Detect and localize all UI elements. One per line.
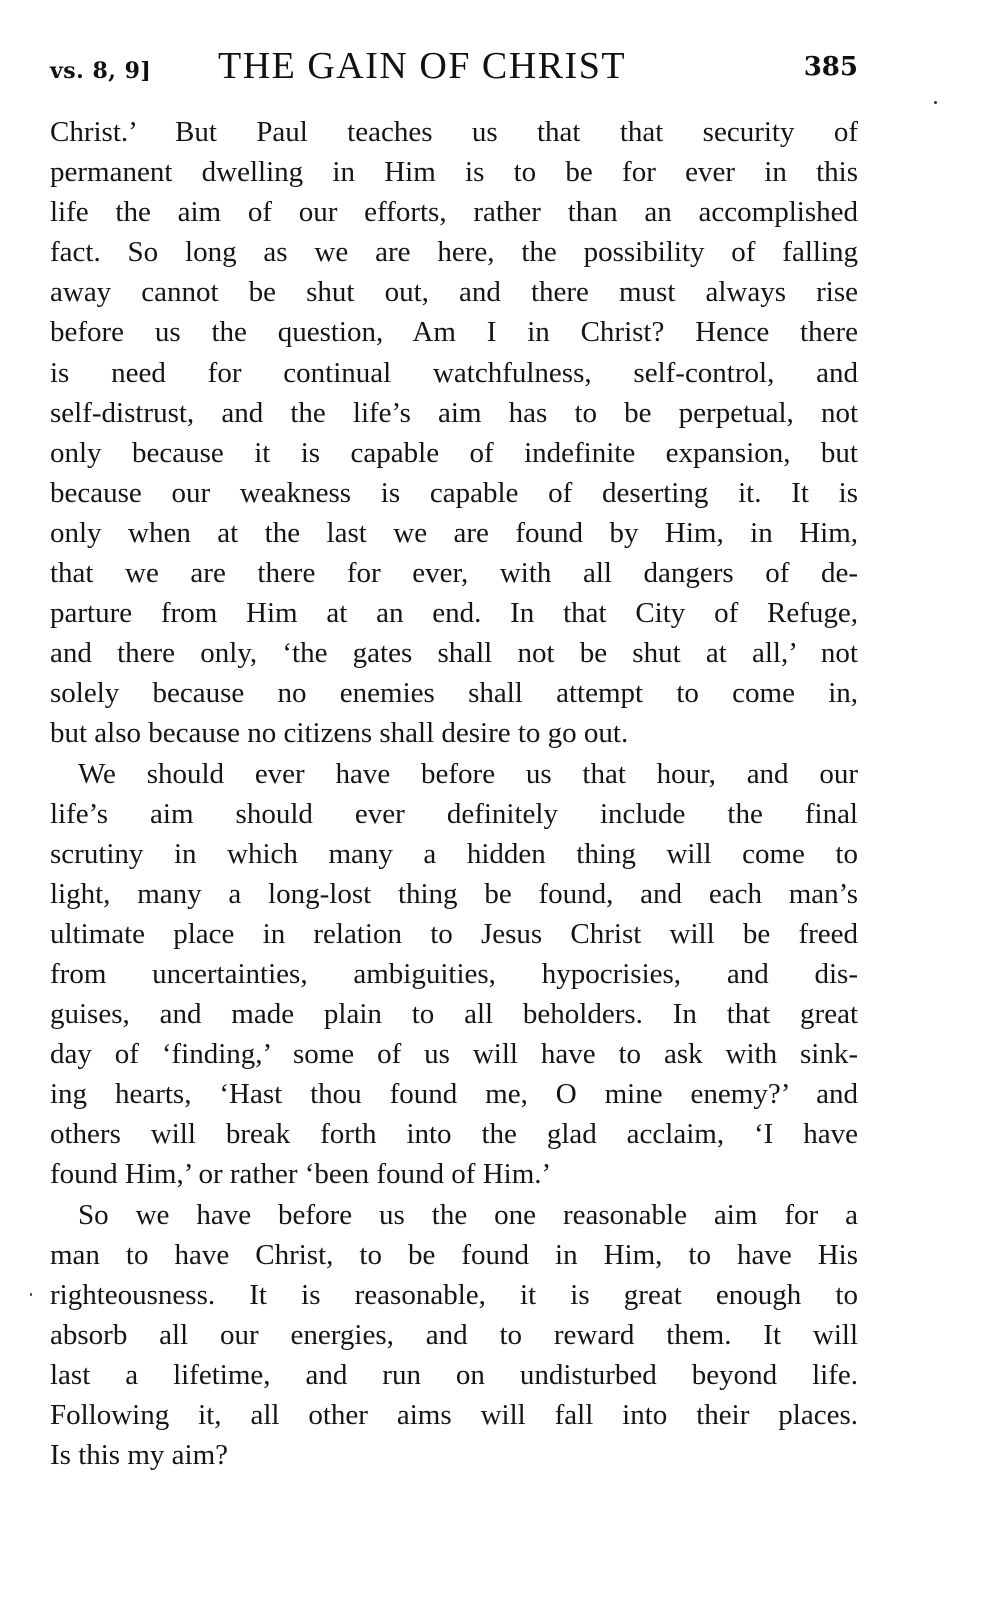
- running-head: [50, 44, 858, 88]
- text-line: fact. So long as we are here, the possibility of falling: [50, 236, 858, 269]
- text-line: ultimate place in relation to Jesus Christ will be freed: [50, 917, 858, 950]
- text-line: is need for continual watchfulness, self-control, and: [50, 356, 858, 389]
- text-line: others will break forth into the glad acclaim, ‘I have: [50, 1118, 858, 1151]
- text-line: Following it, all other aims will fall into their places.: [50, 1399, 858, 1431]
- text-line: Christ.’ But Paul teaches us that that security of: [50, 116, 858, 148]
- text-line: permanent dwelling in Him is to be for ever in this: [50, 156, 858, 189]
- verse-reference: vs. 8, 9]: [50, 58, 152, 84]
- text-line: found Him,’ or rather ‘been found of Him.’: [50, 1158, 552, 1191]
- text-line: Is this my aim?: [50, 1439, 229, 1472]
- paragraph-2: [50, 754, 858, 1195]
- text-line: life’s aim should ever definitely include the final: [50, 797, 858, 830]
- text-line: but also because no citizens shall desire to go out.: [50, 717, 629, 750]
- text-line: scrutiny in which many a hidden thing will come to: [50, 837, 858, 870]
- paragraph-1: [50, 112, 858, 754]
- text-line: away cannot be shut out, and there must always rise: [50, 276, 858, 309]
- text-line: absorb all our energies, and to reward them. It will: [50, 1318, 858, 1351]
- body-text: [50, 112, 858, 1475]
- text-line: only because it is capable of indefinite expansion, but: [50, 436, 858, 469]
- chapter-title: THE GAIN OF CHRIST: [218, 45, 627, 87]
- scan-speck: [934, 101, 937, 104]
- text-line: because our weakness is capable of deserting it. It is: [50, 476, 858, 509]
- text-line: and there only, ‘the gates shall not be shut at all,’ not: [50, 637, 858, 670]
- paragraph-3: [50, 1195, 858, 1476]
- text-line: self-distrust, and the life’s aim has to be perpetual, not: [50, 396, 858, 429]
- text-line: that we are there for ever, with all dangers of de-: [50, 557, 858, 590]
- text-line: guises, and made plain to all beholders. In that great: [50, 998, 858, 1031]
- text-line: man to have Christ, to be found in Him, to have His: [50, 1238, 858, 1271]
- text-line: life the aim of our efforts, rather than an accomplished: [50, 196, 858, 229]
- page-number: 385: [803, 52, 858, 82]
- text-line: only when at the last we are found by Him, in Him,: [50, 516, 858, 549]
- text-line: from uncertainties, ambiguities, hypocrisies, and dis-: [50, 957, 858, 990]
- text-line: ing hearts, ‘Hast thou found me, O mine enemy?’ and: [50, 1078, 858, 1111]
- scan-speck: [30, 1293, 32, 1296]
- text-line: So we have before us the one reasonable aim for a: [78, 1198, 858, 1231]
- text-line: We should ever have before us that hour, and our: [78, 757, 858, 790]
- text-line: solely because no enemies shall attempt to come in,: [50, 677, 858, 710]
- text-line: before us the question, Am I in Christ? Hence there: [50, 316, 858, 349]
- text-line: day of ‘finding,’ some of us will have to ask with sink-: [50, 1038, 858, 1071]
- text-line: parture from Him at an end. In that City of Refuge,: [50, 597, 858, 630]
- text-line: righteousness. It is reasonable, it is great enough to: [50, 1278, 858, 1311]
- text-line: light, many a long-lost thing be found, and each man’s: [50, 877, 858, 910]
- text-line: last a lifetime, and run on undisturbed beyond life.: [50, 1358, 858, 1391]
